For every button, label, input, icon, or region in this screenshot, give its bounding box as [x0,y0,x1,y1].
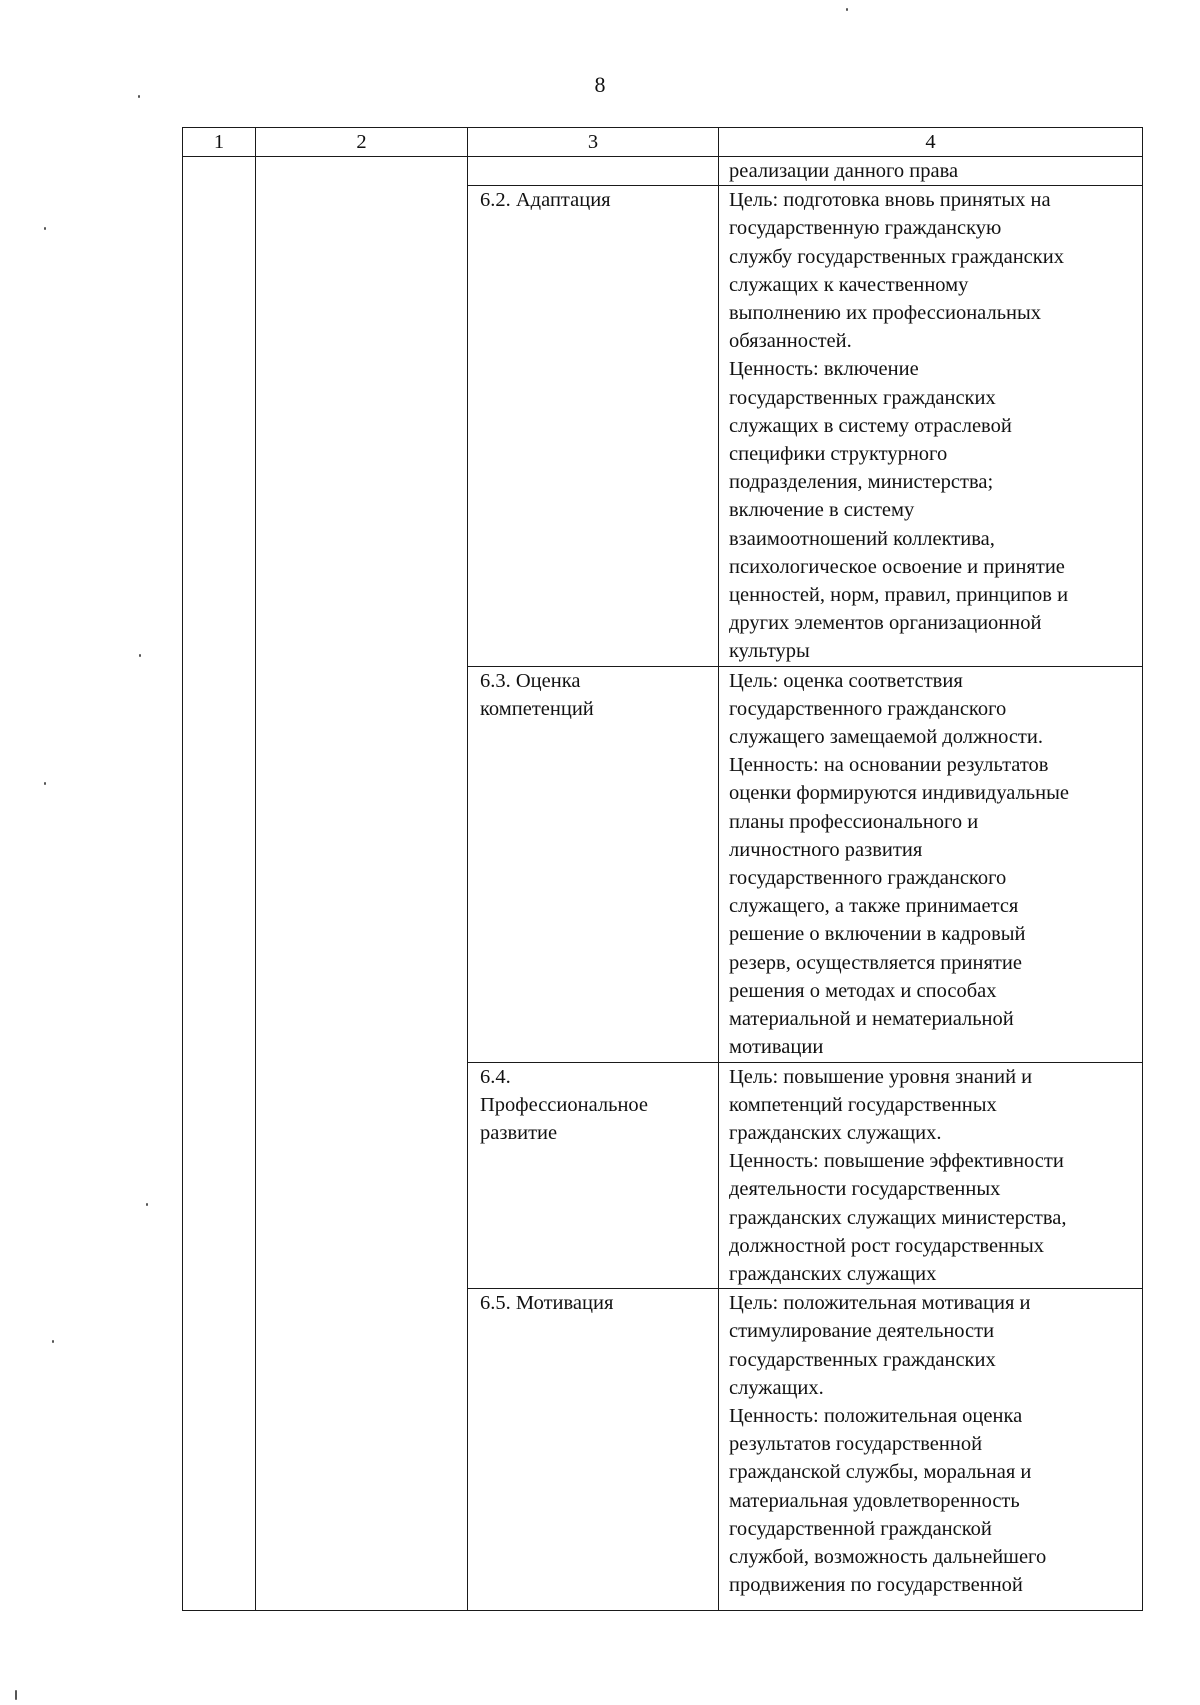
section-description: Цель: оценка соответствия государственного гражданского служащего замещаемой должности. Ценность: на основании результатов оценки формируются индивидуальные планы профессионального и личностного развития государственного гражданского служащего, а также принимается решение о включении в кадровый резерв, осуществляется принятие решения о методах и способах материальной и нематериальной мотивации [719,666,1143,1062]
table-row [183,157,1143,186]
continuation-text: реализации данного права [719,157,1143,186]
section-cell-empty [468,157,719,186]
scan-speck [44,782,46,785]
section-name: 6.2. Адаптация [468,186,719,666]
section-description: Цель: подготовка вновь принятых на государственную гражданскую службу государственных гражданских служащих к качественному выполнению их профессиональных обязанностей. Ценность: включение государственных гражданских служащих в систему отраслевой специфики структурного подразделения, министерства; включение в систему взаимоотношений коллектива, психологическое освоение и принятие ценностей, норм, правил, принципов и других элементов организационной культуры [719,186,1143,666]
scan-speck [138,95,140,98]
column-header-4: 4 [719,128,1143,157]
section-description: Цель: положительная мотивация и стимулирование деятельности государственных гражданских служащих. Ценность: положительная оценка результатов государственной гражданской службы, моральная и материальная удовлетворенность государственной гражданской службой, возможность дальнейшего продвижения по государственной [719,1289,1143,1611]
section-name: 6.4. Профессиональное развитие [468,1062,719,1289]
table-header-row [183,128,1143,157]
scan-speck [846,8,848,11]
column-header-2: 2 [256,128,468,157]
section-description: Цель: повышение уровня знаний и компетенций государственных гражданских служащих. Ценность: повышение эффективности деятельности государственных гражданских служащих министерства, должностной рост государственных гражданских служащих [719,1062,1143,1289]
column-header-3: 3 [468,128,719,157]
column-1-cell [183,157,256,1611]
scan-speck [52,1340,54,1343]
scan-speck [44,227,46,230]
column-header-1: 1 [183,128,256,157]
document-table [182,127,1143,1611]
scan-speck [15,1690,17,1700]
section-name: 6.3. Оценка компетенций [468,666,719,1062]
section-name: 6.5. Мотивация [468,1289,719,1611]
scan-speck [146,1203,148,1206]
page-number: 8 [594,72,606,97]
scan-speck [139,654,141,657]
column-2-cell [256,157,468,1611]
